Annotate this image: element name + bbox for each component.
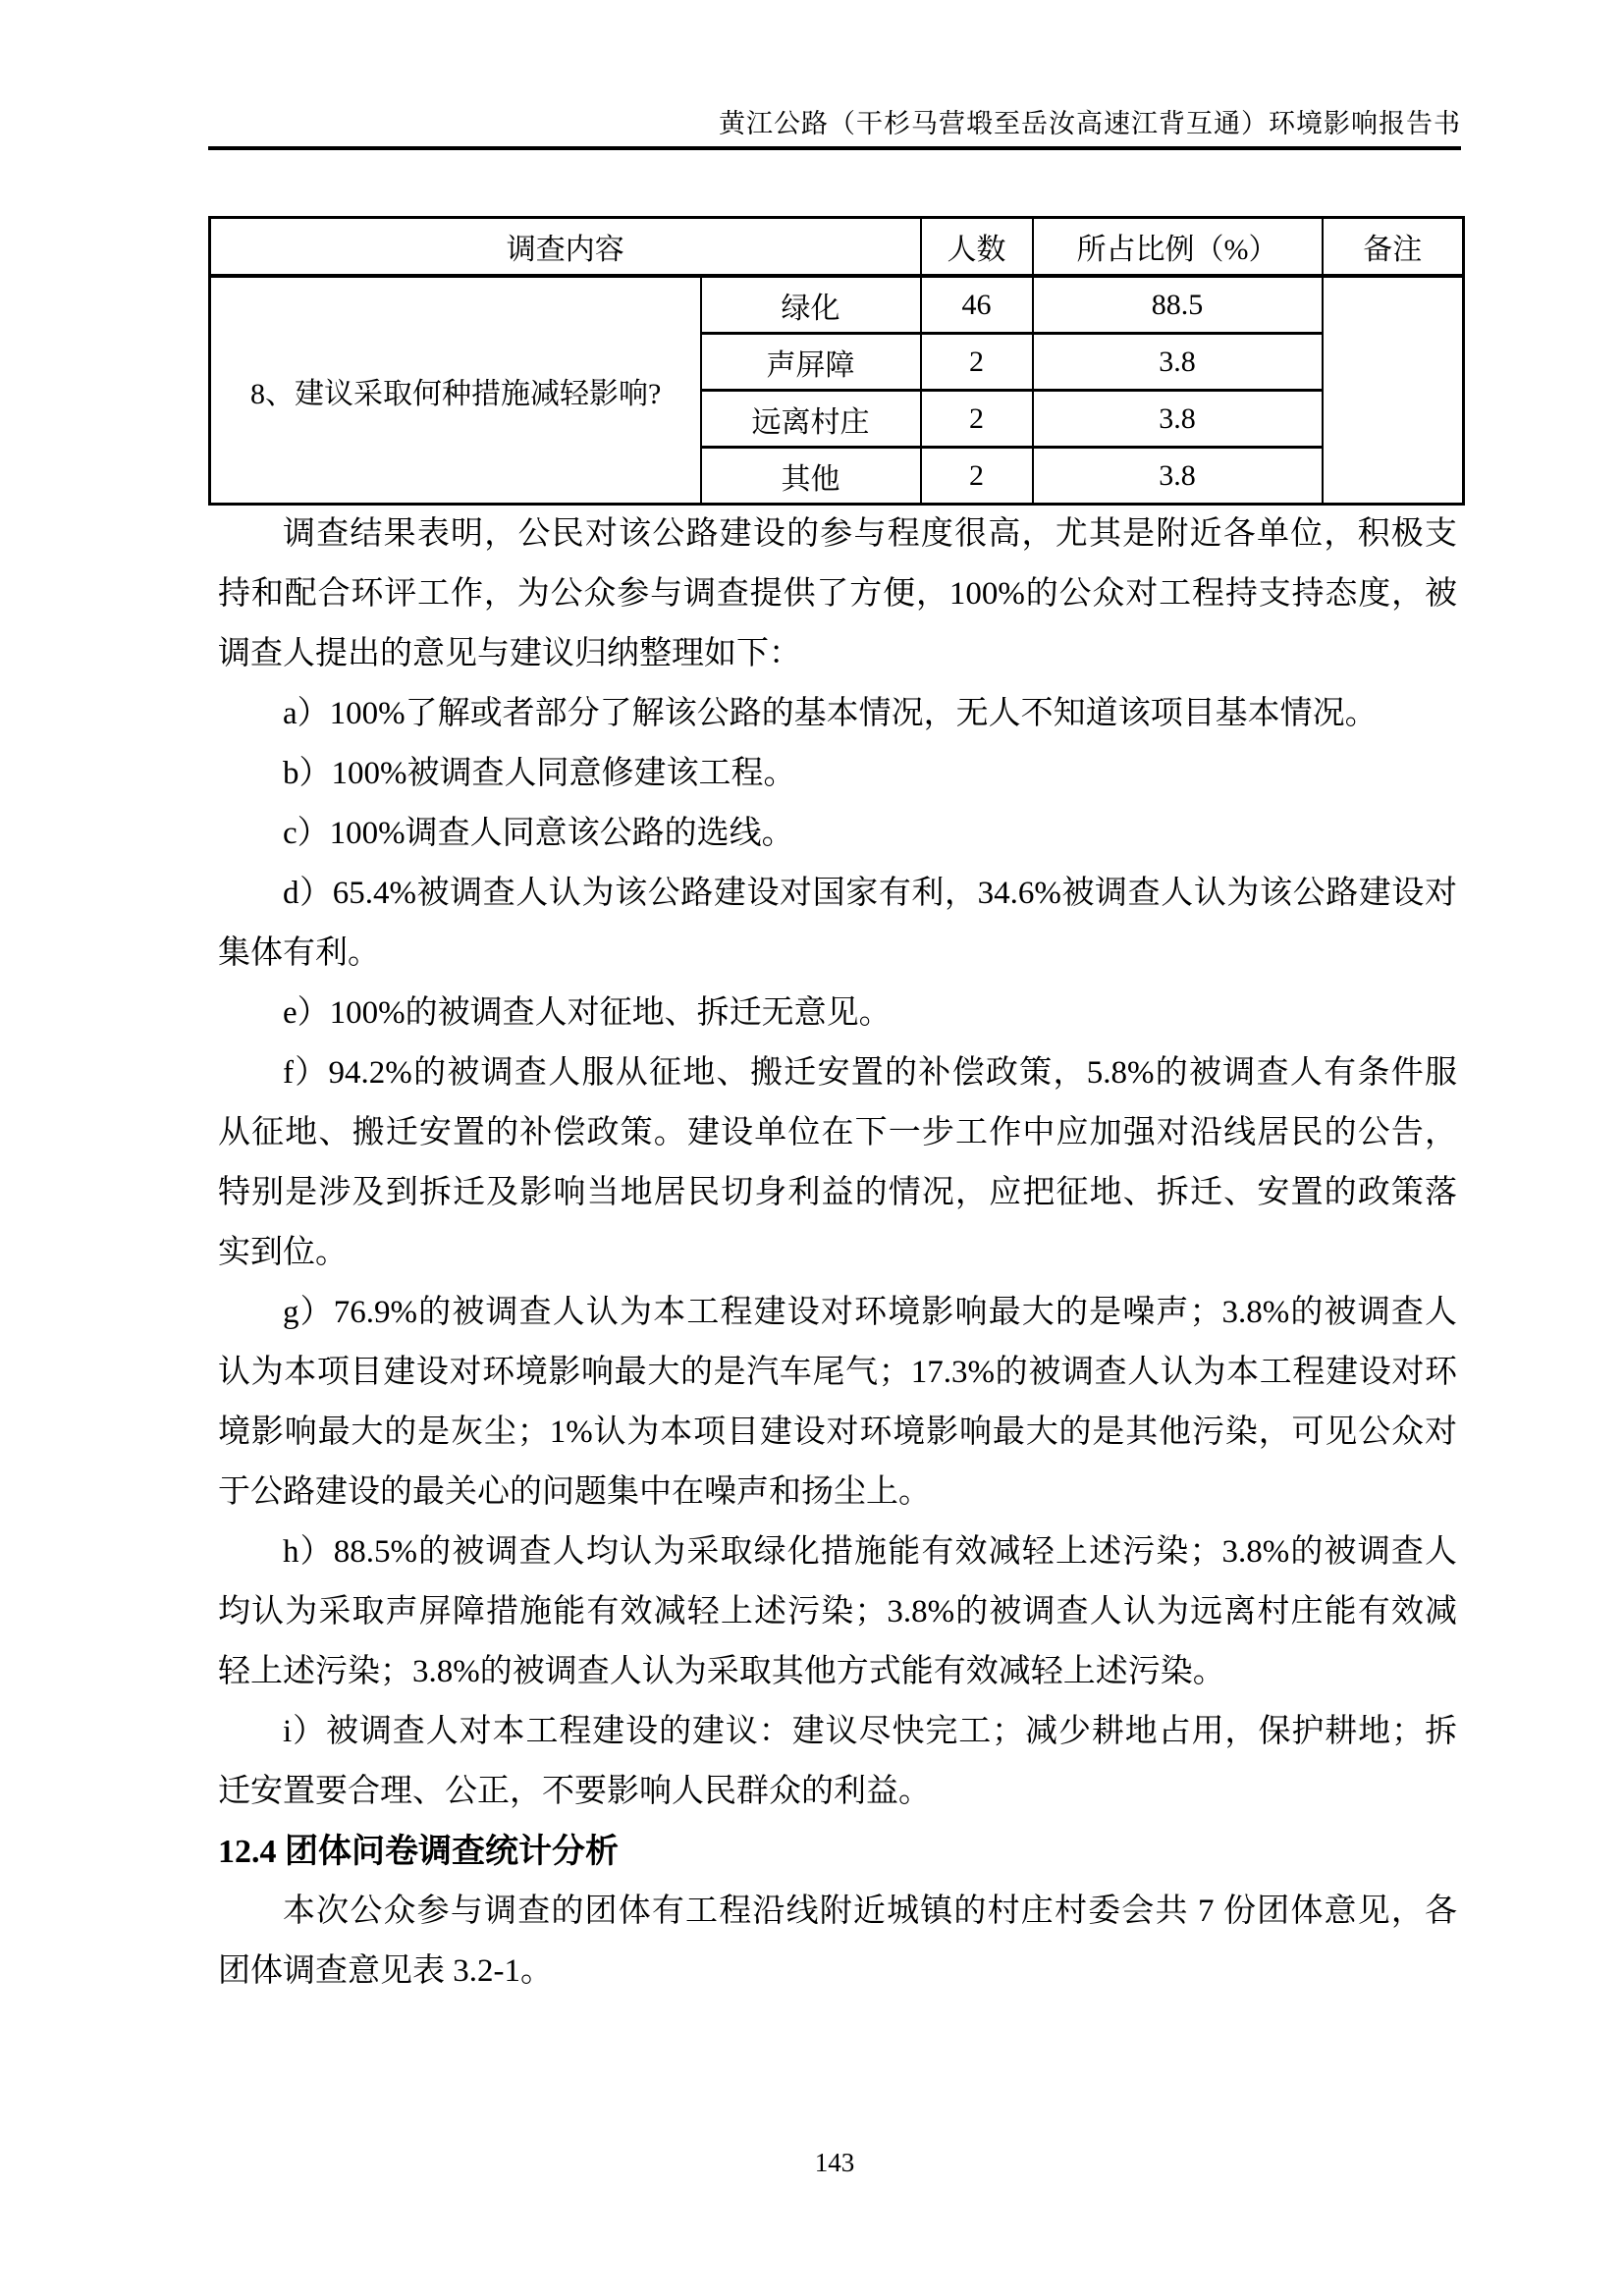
page-number: 143 bbox=[814, 2148, 855, 2177]
text-line: 迁安置要合理、公正，不要影响人民群众的利益。 bbox=[218, 1774, 931, 1809]
text-line: 于公路建设的最关心的问题集中在噪声和扬尘上。 bbox=[218, 1474, 931, 1510]
text-line: 持和配合环评工作，为公众参与调查提供了方便，100%的公众对工程持支持态度，被 bbox=[218, 576, 1457, 612]
text-line: 轻上述污染；3.8%的被调查人认为采取其他方式能有效减轻上述污染。 bbox=[218, 1654, 1225, 1689]
count-cell: 2 bbox=[921, 334, 1033, 391]
table-row bbox=[210, 276, 1464, 334]
option-cell: 其他 bbox=[701, 448, 921, 505]
header-rule bbox=[208, 146, 1461, 150]
question-cell: 8、建议采取何种措施减轻影响? bbox=[210, 276, 701, 505]
column-header-content: 调查内容 bbox=[210, 218, 921, 277]
text-line: 集体有利。 bbox=[218, 935, 380, 971]
body-text bbox=[218, 505, 1457, 2002]
table-header-row bbox=[210, 218, 1464, 277]
count-cell: 2 bbox=[921, 391, 1033, 448]
count-cell: 2 bbox=[921, 448, 1033, 505]
text-line: 调查结果表明，公民对该公路建设的参与程度很高，尤其是附近各单位，积极支 bbox=[283, 516, 1457, 552]
text-line: 调查人提出的意见与建议归纳整理如下： bbox=[218, 636, 801, 671]
text-line: b）100%被调查人同意修建该工程。 bbox=[283, 756, 796, 791]
count-cell: 46 bbox=[921, 276, 1033, 334]
survey-table bbox=[208, 216, 1465, 506]
text-line: 特别是涉及到拆迁及影响当地居民切身利益的情况，应把征地、拆迁、安置的政策落 bbox=[218, 1175, 1457, 1210]
percent-cell: 3.8 bbox=[1033, 334, 1323, 391]
text-line: 认为本项目建设对环境影响最大的是汽车尾气；17.3%的被调查人认为本工程建设对环 bbox=[218, 1355, 1457, 1390]
text-line: 从征地、搬迁安置的补偿政策。建设单位在下一步工作中应加强对沿线居民的公告， bbox=[218, 1115, 1457, 1150]
text-line: 实到位。 bbox=[218, 1235, 348, 1270]
text-line: c）100%调查人同意该公路的选线。 bbox=[283, 816, 794, 851]
remark-cell bbox=[1323, 276, 1464, 505]
text-line: e）100%的被调查人对征地、拆迁无意见。 bbox=[283, 995, 892, 1031]
option-cell: 远离村庄 bbox=[701, 391, 921, 448]
text-line: i）被调查人对本工程建设的建议：建议尽快完工；减少耕地占用，保护耕地；拆 bbox=[283, 1714, 1457, 1749]
percent-cell: 88.5 bbox=[1033, 276, 1323, 334]
option-cell: 绿化 bbox=[701, 276, 921, 334]
percent-cell: 3.8 bbox=[1033, 391, 1323, 448]
column-header-count: 人数 bbox=[921, 218, 1033, 277]
percent-cell: 3.8 bbox=[1033, 448, 1323, 505]
text-line: h）88.5%的被调查人均认为采取绿化措施能有效减轻上述污染；3.8%的被调查人 bbox=[283, 1534, 1457, 1570]
column-header-remark: 备注 bbox=[1323, 218, 1464, 277]
section-heading: 12.4 团体问卷调查统计分析 bbox=[218, 1834, 619, 1870]
option-cell: 声屏障 bbox=[701, 334, 921, 391]
text-line: 境影响最大的是灰尘；1%认为本项目建设对环境影响最大的是其他污染，可见公众对 bbox=[218, 1415, 1457, 1450]
text-line: a）100%了解或者部分了解该公路的基本情况，无人不知道该项目基本情况。 bbox=[283, 696, 1378, 731]
text-line: 均认为采取声屏障措施能有效减轻上述污染；3.8%的被调查人认为远离村庄能有效减 bbox=[218, 1594, 1457, 1629]
text-line: d）65.4%被调查人认为该公路建设对国家有利，34.6%被调查人认为该公路建设对 bbox=[283, 876, 1457, 911]
text-line: 本次公众参与调查的团体有工程沿线附近城镇的村庄村委会共 7 份团体意见，各 bbox=[283, 1894, 1457, 1929]
column-header-percent: 所占比例（%） bbox=[1033, 218, 1323, 277]
text-line: 团体调查意见表 3.2-1。 bbox=[218, 1953, 553, 1989]
text-line: f）94.2%的被调查人服从征地、搬迁安置的补偿政策，5.8%的被调查人有条件服 bbox=[283, 1055, 1457, 1091]
header-title: 黄江公路（干杉马营塅至岳汝高速江背互通）环境影响报告书 bbox=[719, 109, 1461, 138]
text-line: g）76.9%的被调查人认为本工程建设对环境影响最大的是噪声；3.8%的被调查人 bbox=[283, 1295, 1457, 1330]
